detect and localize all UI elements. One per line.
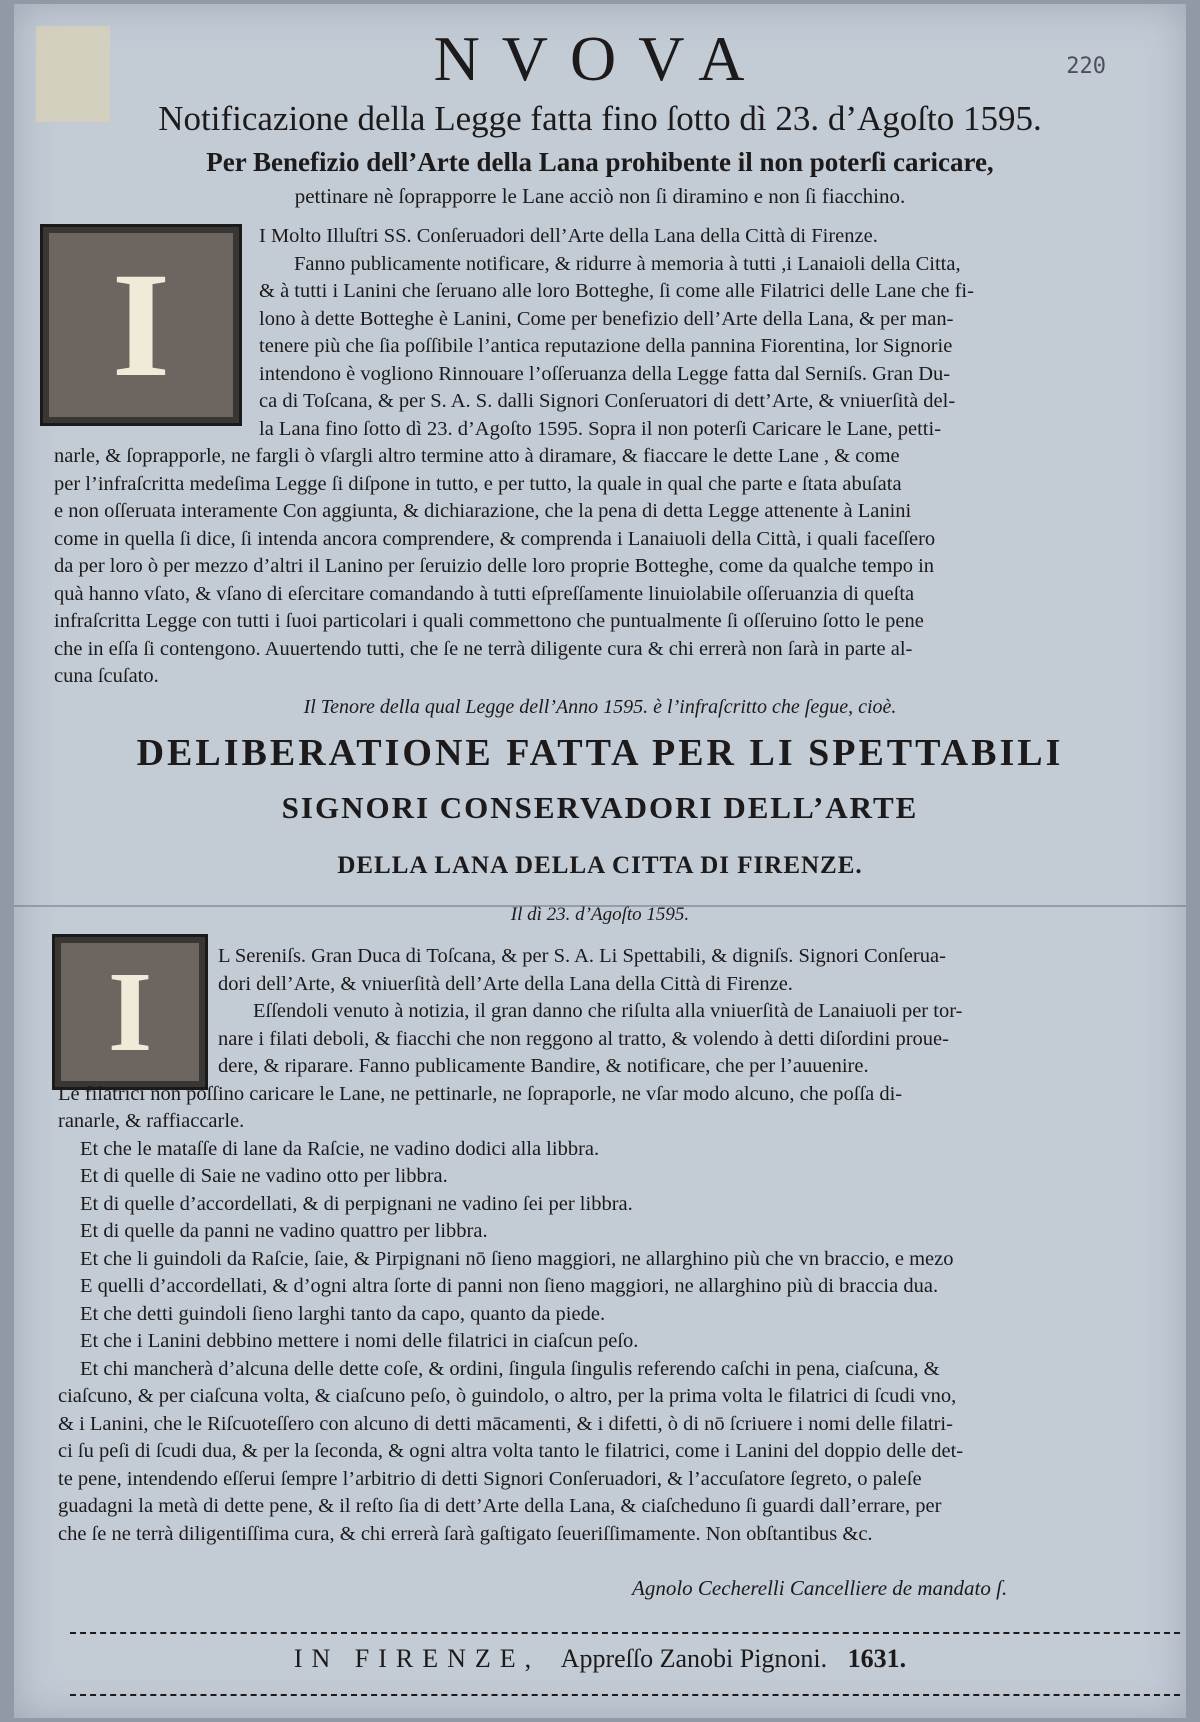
imprint-city: IN FIRENZE, [293, 1644, 541, 1673]
text-line: per l’infraſcritta medeſima Legge ſi diſpone in tutto, e per tutto, la quale in qual che parte e ſtata abuſata [54, 472, 902, 495]
text-line: Et che detti guindoli ſieno larghi tanto da capo, quanto da piede. [80, 1302, 606, 1325]
text-line: Et di quelle d’accordellati, & di perpignani ne vadino ſei per libbra. [80, 1192, 633, 1215]
text-line: Et che i Lanini debbino mettere i nomi delle filatrici in ciaſcun peſo. [80, 1330, 639, 1352]
text-line: infraſcritta Legge con tutti i ſuoi particolari i quali commettono che puntualmente ſi oſſeruino ſotto le pene [54, 610, 924, 632]
text-line: & à tutti i Lanini che ſeruano alle loro Botteghe, ſi come alle Filatrici delle Lane che fi- [259, 280, 974, 302]
text-line: ranarle, & raffiaccarle. [58, 1110, 245, 1132]
text-line: che ſe ne terrà diligentiſſima cura, & chi errerà ſarà gaſtigato ſeueriſſimamente. Non obſtantibus &c. [58, 1522, 873, 1545]
deliberation-line-3: DELLA LANA DELLA CITTA DI FIRENZE. [337, 852, 863, 879]
text-line: E quelli d’accordellati, & d’ogni altra ſorte di panni non ſieno maggiori, ne allarghino più di braccia dua. [80, 1275, 939, 1297]
date-line: Il dì 23. d’Agoſto 1595. [510, 904, 690, 925]
text-line: e non oſſeruata interamente Con aggiunta, & dichiarazione, che la pena di detta Legge attenente à Lanini [54, 500, 912, 522]
text-line: ci ſu peſi di ſcudi dua, & per la ſeconda, & ogni altra volta tanto le filatrici, come i Lanini del doppio delle det- [58, 1440, 964, 1462]
title: NVOVA [433, 23, 767, 94]
subtitle-line-1: Notificazione della Legge fatta fino ſotto dì 23. d’Agoſto 1595. [158, 99, 1042, 138]
text-line: Et di quelle di Saie ne vadino otto per libbra. [80, 1165, 448, 1187]
text-line: che in eſſa ſi contengono. Auuertendo tutti, che ſe ne terrà diligente cura & chi errerà non ſarà in parte al- [54, 637, 913, 660]
text-line: come in quella ſi dice, ſi intenda ancora comprendere, & comprenda i Lanaiuoli della Città, i quali faceſſero [54, 527, 936, 550]
dropcap-1-letter: I [49, 233, 233, 417]
rule-bottom [70, 1694, 1180, 1698]
deliberation-line-2: SIGNORI CONSERVADORI DELL’ARTE [281, 790, 919, 825]
text-line: I Molto Illuſtri SS. Conſeruadori dell’Arte della Lana della Città di Firenze. [259, 225, 878, 247]
text-line: nare i filati deboli, & fiacchi che non reggono al tratto, & volendo à detti diſordini proue- [218, 1027, 949, 1050]
text-line: lono à dette Botteghe è Lanini, Come per benefizio dell’Arte della Lana, & per man- [259, 307, 954, 330]
text-line: L Sereniſs. Gran Duca di Toſcana, & per S. A. Li Spettabili, & digniſs. Signori Conſerua- [218, 945, 946, 967]
text-line: narle, & ſoprapporle, ne fargli ò vſargli altro termine atto à diramare, & fiaccare le dette Lane , & come [54, 445, 900, 467]
second-section-text [58, 943, 1166, 1548]
text-line: ca di Toſcana, & per S. A. S. dalli Signori Conſeruatori di dett’Arte, & vniuerſità del- [259, 390, 956, 412]
first-section-text [54, 223, 1164, 691]
page-number: 220 [1066, 54, 1106, 79]
imprint-printer: Appreſſo Zanobi Pignoni. [560, 1644, 828, 1673]
deliberation-line-1: DELIBERATIONE FATTA PER LI SPETTABILI [136, 732, 1064, 774]
dropcap-2-letter: I [61, 943, 199, 1081]
text-line: Et che le mataſſe di lane da Raſcie, ne vadino dodici alla libbra. [80, 1137, 600, 1160]
signature: Agnolo Cecherelli Cancelliere de mandato ſ. [632, 1576, 1008, 1600]
text-line: intendono è vogliono Rinnouare l’oſſeruanza della Legge fatta dal Serniſs. Gran Du- [259, 362, 951, 385]
subtitle-line-3: pettinare nè ſoprapporre le Lane acciò non ſi diramino e non ſi fiacchino. [294, 184, 906, 208]
text-line: Et di quelle da panni ne vadino quattro per libbra. [80, 1220, 488, 1242]
text-line: Fanno publicamente notificare, & ridurre à memoria à tutti ,i Lanaioli della Citta, [294, 252, 961, 275]
text-line: la Lana fino ſotto dì 23. d’Agoſto 1595. Sopra il non poterſi Caricare le Lane, petti- [259, 417, 942, 440]
imprint [14, 1644, 1186, 1674]
text-line: quà hanno vſato, & vſano di eſercitare comandando à tutti eſpreſſamente linuiolabile oſſeruanzia di queſta [54, 582, 915, 605]
text-line: tenere più che ſia poſſibile l’antica reputazione della pannina Fiorentina, lor Signorie [259, 335, 953, 357]
text-line: guadagni la metà di dette pene, & il reſto ſia di dett’Arte della Lana, & ciaſcheduno ſi guardi dall’errare, per [58, 1495, 942, 1517]
text-line: dori dell’Arte, & vniuerſità dell’Arte della Lana della Città di Firenze. [218, 972, 793, 995]
text-line: cuna ſcuſato. [54, 665, 159, 687]
rule-top [70, 1632, 1180, 1636]
text-line: ciaſcuno, & per ciaſcuna volta, & ciaſcuno peſo, ò guindolo, o altro, per la prima volta le filatrici di ſcudi vno, [58, 1385, 957, 1407]
text-line: Le filatrici non poſſino caricare le Lane, ne pettinarle, ne ſopraporle, ne vſar modo alcuno, che poſſa di- [58, 1082, 903, 1105]
text-line: dere, & riparare. Fanno publicamente Bandire, & notificare, che per l’auuenire. [218, 1055, 869, 1077]
text-line: da per loro ò per mezzo d’altri il Lanino per ſeruizio delle loro proprie Botteghe, come da qualche tempo in [54, 555, 935, 577]
text-line: Et chi mancherà d’alcuna delle dette coſe, & ordini, ſingula ſingulis referendo caſchi in pena, ciaſcuna, & [80, 1357, 940, 1380]
text-line: te pene, intendendo eſſerui ſempre l’arbitrio di detti Signori Conſeruadori, & l’accuſatore ſegreto, o paleſe [58, 1467, 922, 1490]
document-sheet [14, 4, 1186, 1718]
text-line: Eſſendoli venuto à notizia, il gran danno che riſulta alla vniuerſità de Lanaiuoli per tor- [253, 1000, 963, 1022]
text-line: Et che li guindoli da Raſcie, ſaie, & Pirpignani nō ſieno maggiori, ne allarghino più che vn braccio, e mezo [80, 1247, 954, 1270]
imprint-year: 1631. [847, 1644, 907, 1673]
text-line: & i Lanini, che le Riſcuoteſſero con alcuno di detti mācamenti, & i difetti, ò di nō ſcriuere i nomi delle filatri- [58, 1412, 953, 1435]
subtitle-line-2: Per Benefizio dell’Arte della Lana prohibente il non poterſi caricare, [206, 147, 994, 177]
tenore-line: Il Tenore della qual Legge dell’Anno 1595. è l’infraſcritto che ſegue, cioè. [303, 696, 897, 718]
